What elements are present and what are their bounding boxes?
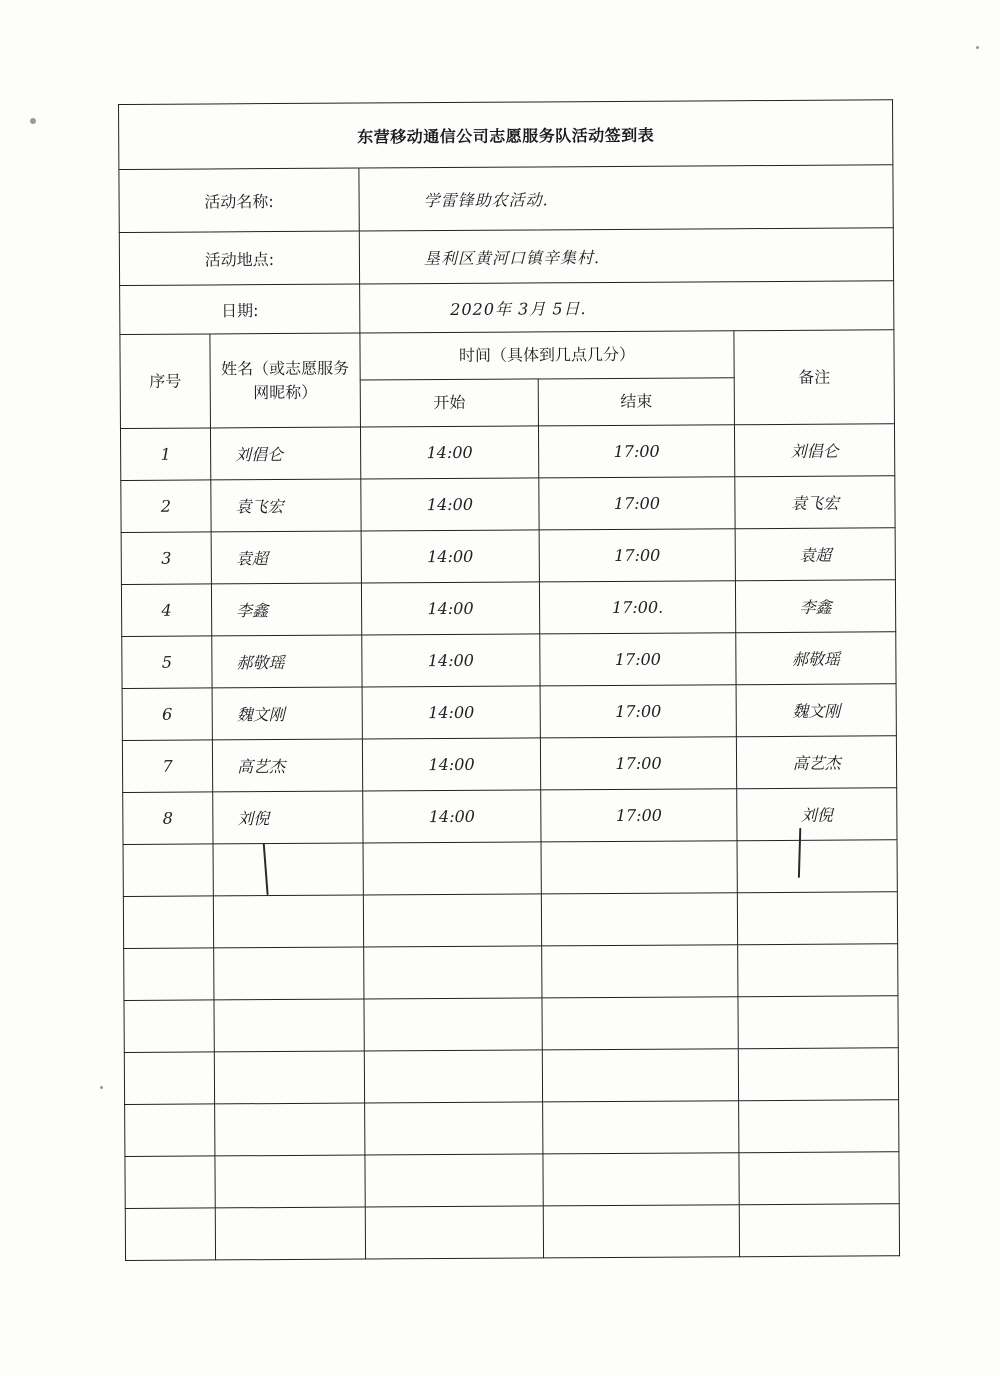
name-signature	[213, 843, 363, 896]
table-row	[123, 788, 897, 845]
scan-speck	[100, 1086, 103, 1089]
note-signature: 刘倪	[737, 788, 897, 841]
start-time-cell: 14:00	[363, 790, 541, 843]
table-row	[123, 892, 897, 949]
start-time-cell	[364, 1050, 542, 1103]
start-time-cell: 14:00	[360, 426, 538, 479]
end-time-cell	[543, 1153, 739, 1206]
scan-speck	[976, 46, 979, 49]
note-signature: 袁超	[735, 528, 895, 581]
name-signature: 李鑫	[211, 583, 361, 636]
end-time-cell	[541, 893, 737, 946]
note-signature: 李鑫	[735, 580, 895, 633]
end-time-cell: 17:00	[540, 685, 736, 738]
end-header: 结束	[538, 378, 734, 426]
name-signature	[214, 999, 364, 1052]
note-signature: 郝敬瑶	[736, 632, 896, 685]
start-time-cell	[365, 1206, 543, 1259]
note-signature	[737, 840, 897, 893]
start-time-cell	[365, 1102, 543, 1155]
note-signature: 魏文刚	[736, 684, 896, 737]
note-header: 备注	[734, 330, 895, 425]
end-time-cell	[542, 945, 738, 998]
name-signature	[215, 1155, 365, 1208]
note-signature	[738, 1048, 898, 1101]
name-signature	[214, 947, 364, 1000]
form-title: 东营移动通信公司志愿服务队活动签到表	[119, 100, 893, 170]
start-time-cell: 14:00	[361, 530, 539, 583]
seq-cell	[125, 1156, 215, 1209]
note-signature	[737, 892, 897, 945]
location-value: 垦利区黄河口镇辛集村.	[359, 228, 893, 284]
location-label: 活动地点:	[119, 231, 359, 285]
name-header: 姓名（或志愿服务网昵称）	[210, 333, 361, 428]
start-time-cell	[363, 894, 541, 947]
name-signature: 刘倡仑	[210, 427, 360, 480]
start-time-cell	[365, 1154, 543, 1207]
start-time-cell: 14:00	[362, 738, 540, 791]
time-header: 时间（具体到几点几分）	[360, 331, 734, 380]
table-row	[125, 1100, 899, 1157]
name-signature	[213, 895, 363, 948]
seq-cell	[123, 896, 213, 949]
end-time-cell: 17:00	[540, 737, 736, 790]
name-signature	[214, 1051, 364, 1104]
note-signature: 袁飞宏	[735, 476, 895, 529]
note-signature: 刘倡仑	[734, 424, 894, 477]
start-time-cell: 14:00	[362, 634, 540, 687]
seq-cell: 2	[121, 480, 211, 533]
activity-name-label: 活动名称:	[119, 168, 359, 232]
end-time-cell: 17:00	[538, 425, 734, 478]
note-signature	[738, 944, 898, 997]
start-time-cell: 14:00	[361, 478, 539, 531]
seq-cell	[125, 1104, 215, 1157]
name-signature: 高艺杰	[212, 739, 362, 792]
seq-cell: 6	[122, 688, 212, 741]
seq-cell: 4	[121, 584, 211, 637]
name-signature: 袁超	[211, 531, 361, 584]
end-time-cell	[543, 1101, 739, 1154]
table-row	[122, 632, 896, 689]
end-time-cell	[542, 1049, 738, 1102]
table-row	[123, 840, 897, 897]
start-time-cell	[364, 998, 542, 1051]
end-time-cell	[541, 841, 737, 894]
table-row	[124, 996, 898, 1053]
name-signature: 魏文刚	[212, 687, 362, 740]
note-signature	[738, 996, 898, 1049]
seq-header: 序号	[120, 334, 211, 429]
table-row	[121, 580, 895, 637]
end-time-cell: 17:00	[540, 633, 736, 686]
date-value: 2020年 3月 5日.	[360, 281, 894, 333]
table-row	[122, 736, 896, 793]
start-time-cell: 14:00	[362, 686, 540, 739]
seq-cell	[124, 1000, 214, 1053]
seq-cell	[124, 1052, 214, 1105]
table-row	[121, 476, 895, 533]
end-time-cell: 17:00	[539, 477, 735, 530]
seq-cell: 3	[121, 532, 211, 585]
start-time-cell	[363, 842, 541, 895]
end-time-cell	[542, 997, 738, 1050]
signin-table	[118, 99, 900, 1261]
table-row	[125, 1204, 899, 1261]
end-time-cell: 17:00.	[539, 581, 735, 634]
name-signature	[215, 1103, 365, 1156]
seq-cell: 5	[122, 636, 212, 689]
end-time-cell: 17:00	[541, 789, 737, 842]
table-row	[120, 424, 894, 481]
date-label: 日期:	[120, 284, 360, 334]
table-row	[125, 1152, 899, 1209]
start-time-cell: 14:00	[361, 582, 539, 635]
scan-speck	[30, 118, 36, 124]
table-row	[121, 528, 895, 585]
note-signature	[739, 1100, 899, 1153]
note-signature	[739, 1204, 899, 1257]
table-row	[124, 1048, 898, 1105]
end-time-cell: 17:00	[539, 529, 735, 582]
table-row	[122, 684, 896, 741]
start-time-cell	[364, 946, 542, 999]
table-row	[124, 944, 898, 1001]
start-header: 开始	[360, 379, 538, 427]
seq-cell: 1	[120, 428, 210, 481]
seq-cell: 7	[122, 740, 212, 793]
seq-cell: 8	[123, 792, 213, 845]
name-signature: 袁飞宏	[211, 479, 361, 532]
name-signature: 郝敬瑶	[212, 635, 362, 688]
seq-cell	[125, 1208, 215, 1261]
seq-cell	[123, 844, 213, 897]
name-signature: 刘倪	[213, 791, 363, 844]
end-time-cell	[543, 1205, 739, 1258]
note-signature: 高艺杰	[736, 736, 896, 789]
signin-sheet	[118, 99, 899, 1264]
name-signature	[215, 1207, 365, 1260]
seq-cell	[124, 948, 214, 1001]
note-signature	[739, 1152, 899, 1205]
activity-name-value: 学雷锋助农活动.	[359, 165, 893, 231]
